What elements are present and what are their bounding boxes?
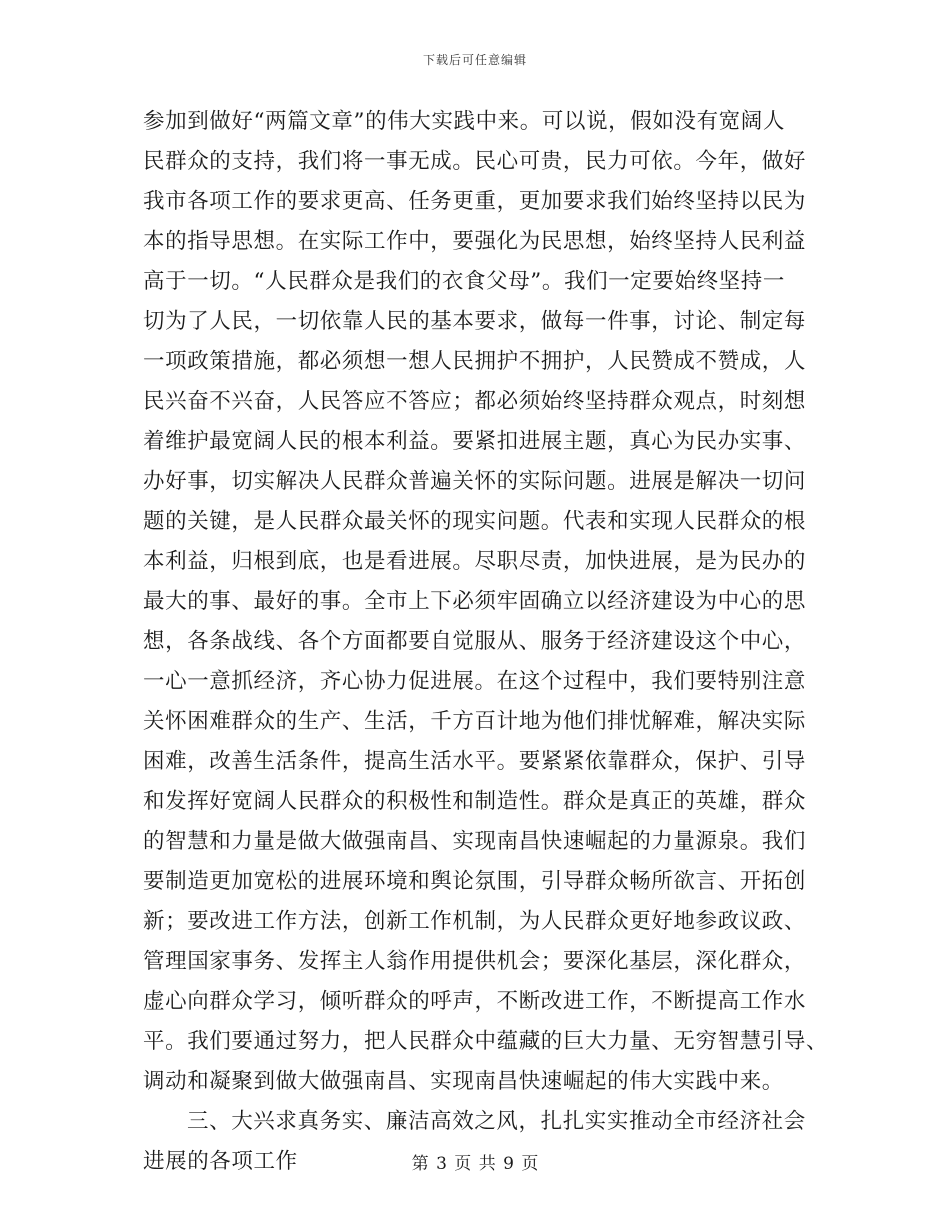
paragraph-line: 我市各项工作的要求更高、任务更重，更加要求我们始终坚持以民为: [143, 189, 807, 214]
page-header-note: 下载后可任意编辑: [422, 53, 527, 67]
document-body: [143, 102, 829, 1182]
paragraph-line: 本的指导思想。在实际工作中，要强化为民思想，始终坚持人民利益: [143, 229, 807, 254]
paragraph-line: 高于一切。“人民群众是我们的衣食父母”。我们一定要始终坚持一: [143, 269, 785, 294]
paragraph-line: 切为了人民，一切依靠人民的基本要求，做每一件事，讨论、制定每: [143, 309, 807, 334]
paragraph-line: 想，各条战线、各个方面都要自觉服从、服务于经济建设这个中心，: [143, 629, 807, 654]
paragraph-line: 一心一意抓经济，齐心协力促进展。在这个过程中，我们要特别注意: [143, 669, 807, 694]
paragraph-line: 办好事，切实解决人民群众普遍关怀的实际问题。进展是解决一切问: [143, 469, 807, 494]
paragraph-line: 着维护最宽阔人民的根本利益。要紧扣进展主题，真心为民办实事、: [143, 429, 807, 454]
section-heading-continuation: 进展的各项工作: [143, 1149, 298, 1174]
section-heading-line: 三、大兴求真务实、廉洁高效之风，扎扎实实推动全市经济社会: [187, 1109, 806, 1134]
paragraph-line: 困难，改善生活条件，提高生活水平。要紧紧依靠群众，保护、引导: [143, 749, 807, 774]
page-number: 第 3 页 共 9 页: [411, 1154, 539, 1174]
paragraph-line: 民群众的支持，我们将一事无成。民心可贵，民力可依。今年，做好: [143, 149, 807, 174]
paragraph-line: 管理国家事务、发挥主人翁作用提供机会；要深化基层，深化群众，: [143, 949, 807, 974]
paragraph-line: 的智慧和力量是做大做强南昌、实现南昌快速崛起的力量源泉。我们: [143, 829, 807, 854]
paragraph-line: 民兴奋不兴奋，人民答应不答应；都必须始终坚持群众观点，时刻想: [143, 389, 807, 414]
paragraph-line: 新；要改进工作方法，创新工作机制，为人民群众更好地参政议政、: [143, 909, 807, 934]
paragraph-line: 和发挥好宽阔人民群众的积极性和制造性。群众是真正的英雄，群众: [143, 789, 807, 814]
paragraph-line: 本利益，归根到底，也是看进展。尽职尽责，加快进展，是为民办的: [143, 549, 807, 574]
paragraph-line: 虚心向群众学习，倾听群众的呼声，不断改进工作，不断提高工作水: [143, 989, 807, 1014]
paragraph-line: 一项政策措施，都必须想一想人民拥护不拥护，人民赞成不赞成，人: [143, 349, 807, 374]
paragraph-line: 题的关键，是人民群众最关怀的现实问题。代表和实现人民群众的根: [143, 509, 807, 534]
paragraph-line: 平。我们要通过努力，把人民群众中蕴藏的巨大力量、无穷智慧引导、: [143, 1029, 829, 1054]
paragraph-line: 关怀困难群众的生产、生活，千方百计地为他们排忧解难，解决实际: [143, 709, 807, 734]
paragraph-line: 最大的事、最好的事。全市上下必须牢固确立以经济建设为中心的思: [143, 589, 807, 614]
paragraph-line: 要制造更加宽松的进展环境和舆论氛围，引导群众畅所欲言、开拓创: [143, 869, 807, 894]
paragraph-line: 调动和凝聚到做大做强南昌、实现南昌快速崛起的伟大实践中来。: [143, 1069, 784, 1094]
paragraph-line: 参加到做好“两篇文章”的伟大实践中来。可以说，假如没有宽阔人: [143, 109, 785, 134]
